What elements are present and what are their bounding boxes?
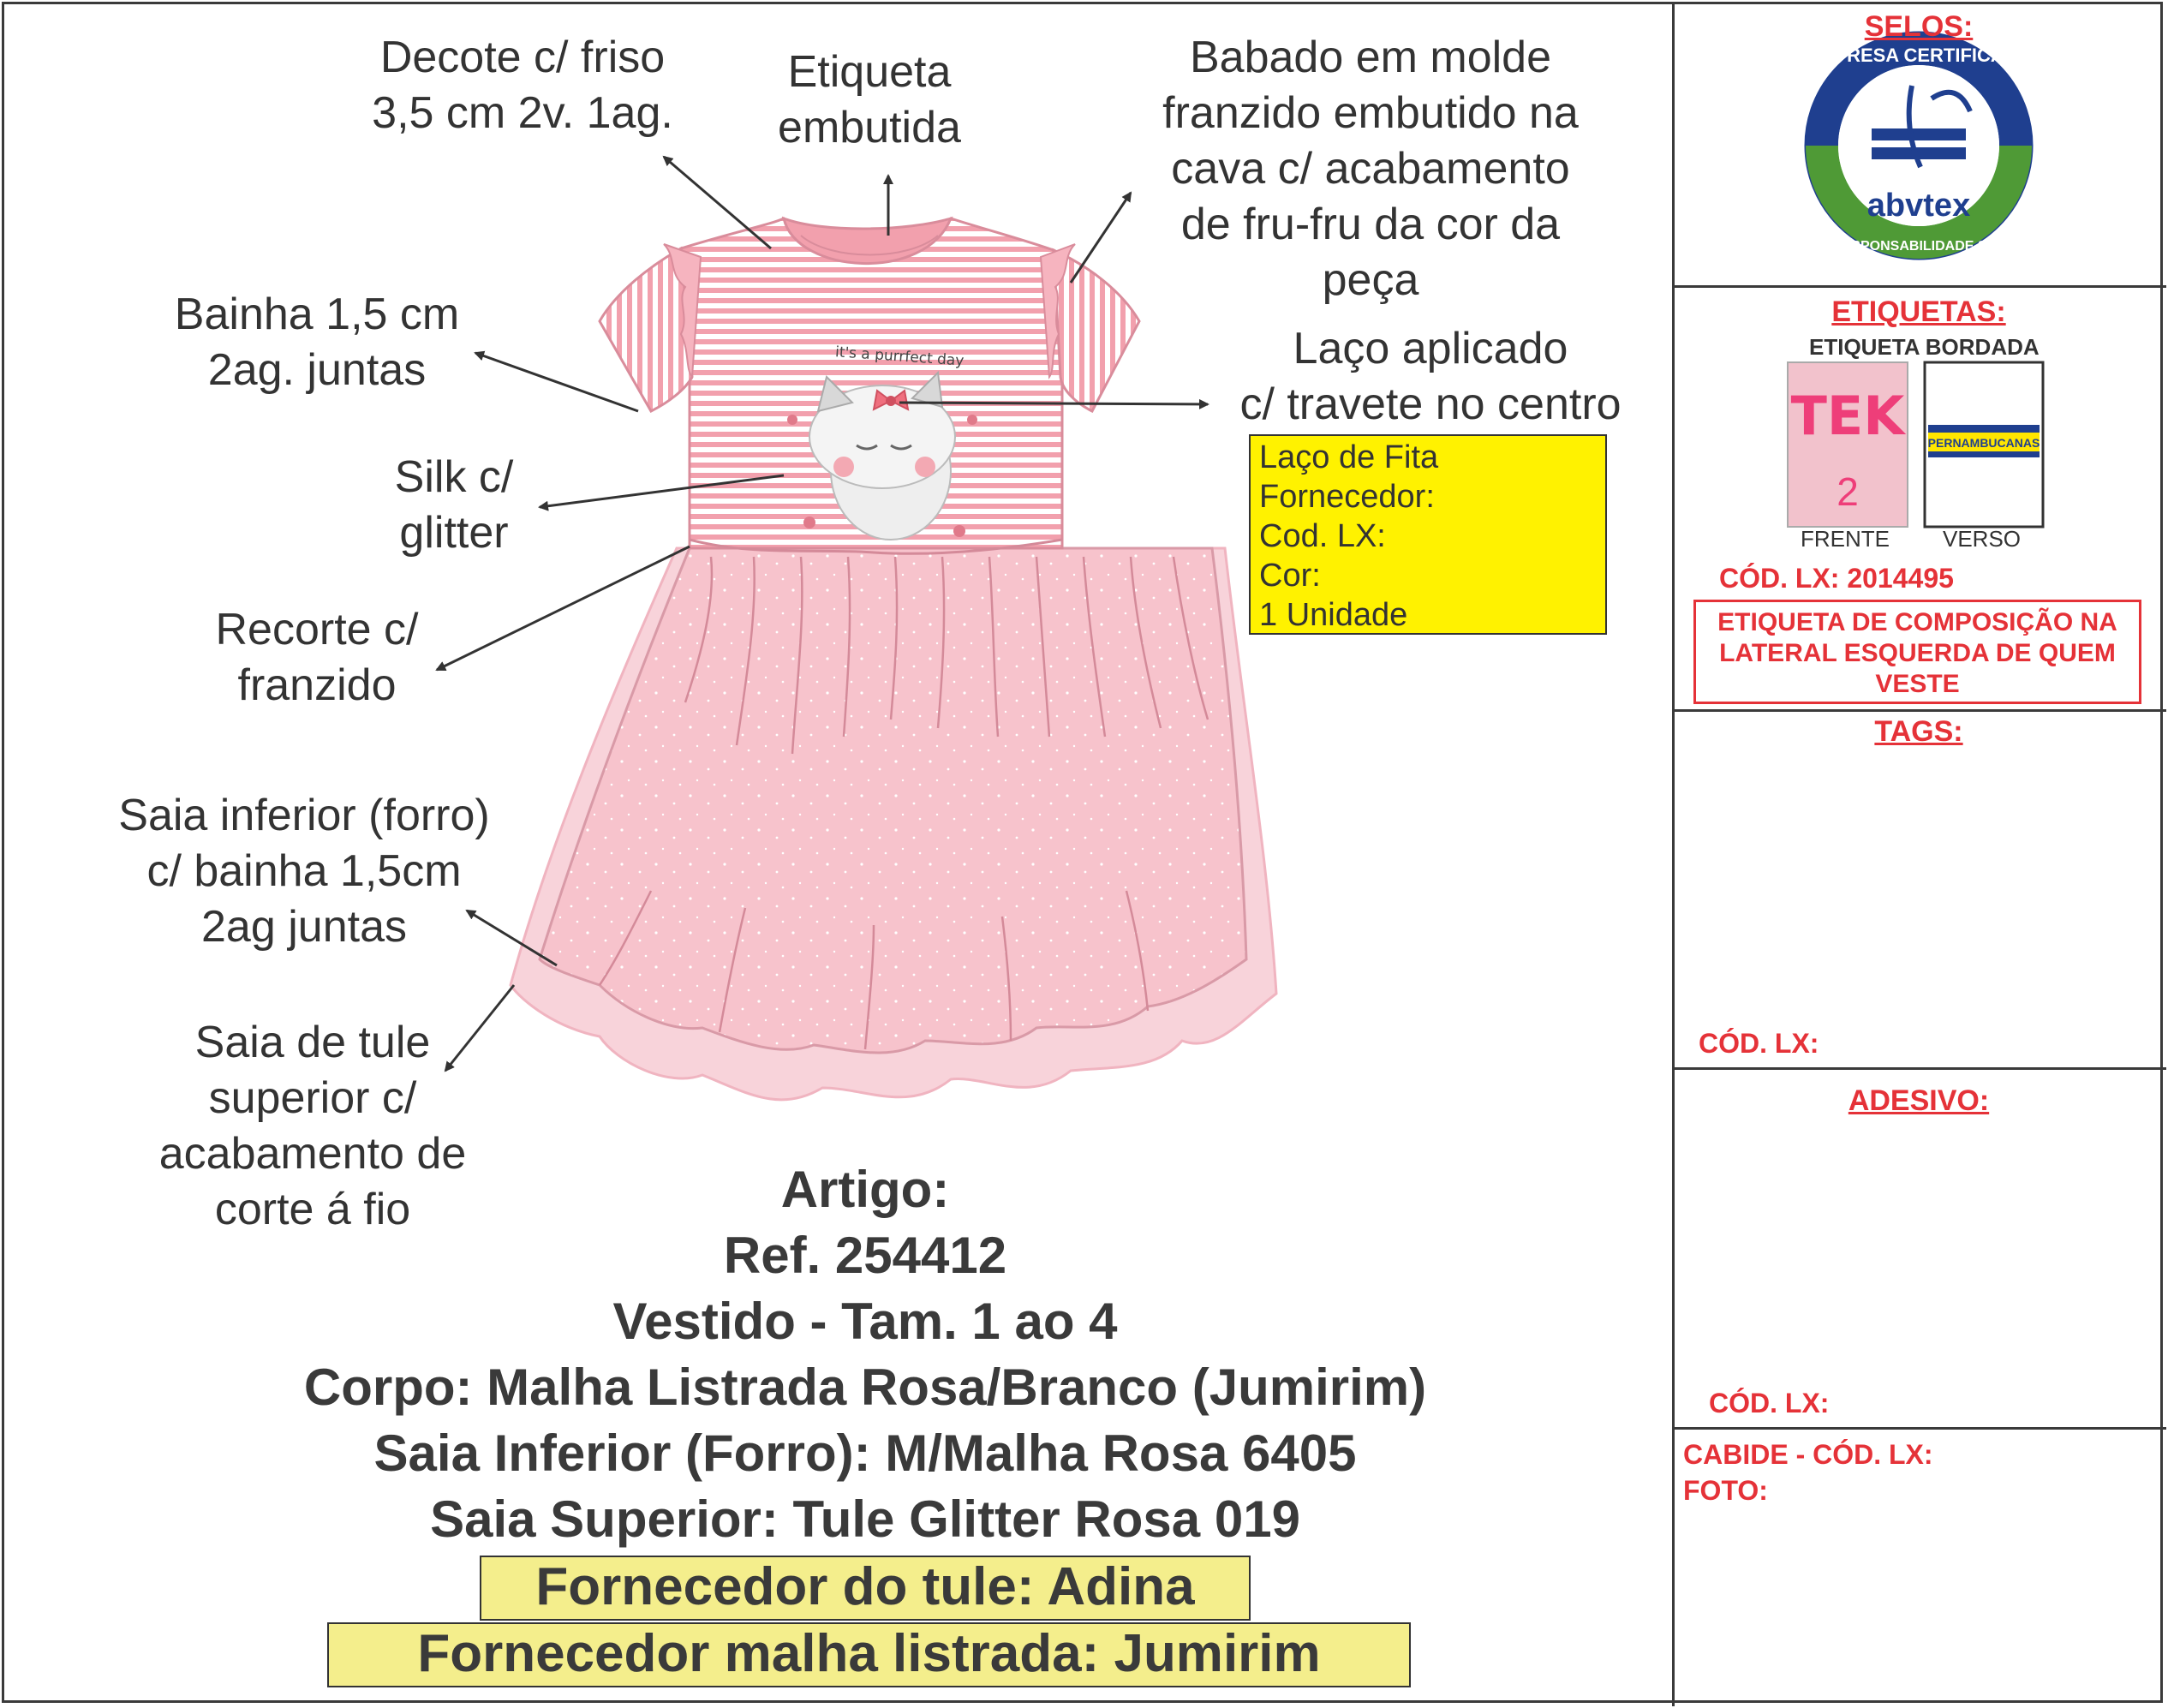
etiqueta-bordada-label: ETIQUETA BORDADA [1809, 334, 2040, 360]
artigo-saia-inferior: Saia Inferior (Forro): M/Malha Rosa 6405 [373, 1424, 1357, 1482]
fornecedor-tule: Fornecedor do tule: Adina [480, 1556, 1251, 1621]
etiquetas-title: ETIQUETAS: [1831, 296, 2006, 328]
arrow-decote [664, 157, 771, 248]
note-decote: Decote c/ friso 3,5 cm 2v. 1ag. [372, 33, 673, 138]
label-front-logo: TEK [1790, 385, 1905, 447]
frente-label: FRENTE [1801, 526, 1890, 552]
cabide-label: CABIDE - CÓD. LX: [1683, 1439, 1933, 1470]
note-saia-inferior: Saia inferior (forro) c/ bainha 1,5cm 2ag juntas [118, 791, 490, 952]
cod-lx-tags: CÓD. LX: [1699, 1028, 1819, 1059]
label-front-size: 2 [1837, 469, 1859, 514]
adesivo-title: ADESIVO: [1848, 1084, 1990, 1117]
fornecedor-malha: Fornecedor malha listrada: Jumirim [327, 1622, 1411, 1687]
artigo-title: Artigo: [780, 1161, 950, 1218]
note-bainha: Bainha 1,5 cm 2ag. juntas [174, 290, 460, 395]
abvtex-seal [1806, 33, 2032, 259]
seal-brand: abvtex [1866, 188, 1971, 224]
arrow-laco [899, 403, 1208, 404]
tags-title: TAGS: [1874, 715, 1963, 748]
note-silk: Silk c/ glitter [394, 452, 514, 558]
laco-info-box: Laço de Fita Fornecedor: Cod. LX: Cor: 1 Unidade [1249, 434, 1607, 635]
artigo-saia-superior: Saia Superior: Tule Glitter Rosa 019 [430, 1490, 1300, 1548]
artigo-corpo: Corpo: Malha Listrada Rosa/Branco (Jumirim) [303, 1359, 1427, 1416]
artigo-ref: Ref. 254412 [723, 1227, 1007, 1284]
verso-label: VERSO [1943, 526, 2022, 552]
foto-label: FOTO: [1683, 1475, 1768, 1506]
note-saia-tule: Saia de tule superior c/ acabamento de corte á fio [158, 1018, 467, 1234]
label-back-brand: PERNAMBUCANAS [1927, 436, 2040, 450]
note-laco: Laço aplicado c/ travete no centro [1239, 324, 1622, 429]
cod-lx-etiqueta: CÓD. LX: 2014495 [1719, 563, 1954, 594]
artigo-produto: Vestido - Tam. 1 ao 4 [612, 1293, 1118, 1350]
selos-title: SELOS: [1864, 10, 1974, 43]
seal-bottom-text: EM RESPONSABILIDADE SOCIAL [1807, 239, 2030, 254]
note-recorte: Recorte c/ franzido [215, 605, 419, 710]
composicao-box: ETIQUETA DE COMPOSIÇÃO NA LATERAL ESQUERDA DE QUEM VESTE [1693, 600, 2141, 704]
note-etiqueta: Etiqueta embutida [778, 47, 961, 152]
print-text: it's a purrfect day [834, 343, 965, 370]
cod-lx-adesivo: CÓD. LX: [1709, 1388, 1830, 1418]
seal-top-text: EMPRESA CERTIFICADA [1806, 45, 2032, 66]
note-babado: Babado em molde franzido embutido na cava c/ acabamento de fru-fru da cor da peça [1162, 33, 1579, 305]
